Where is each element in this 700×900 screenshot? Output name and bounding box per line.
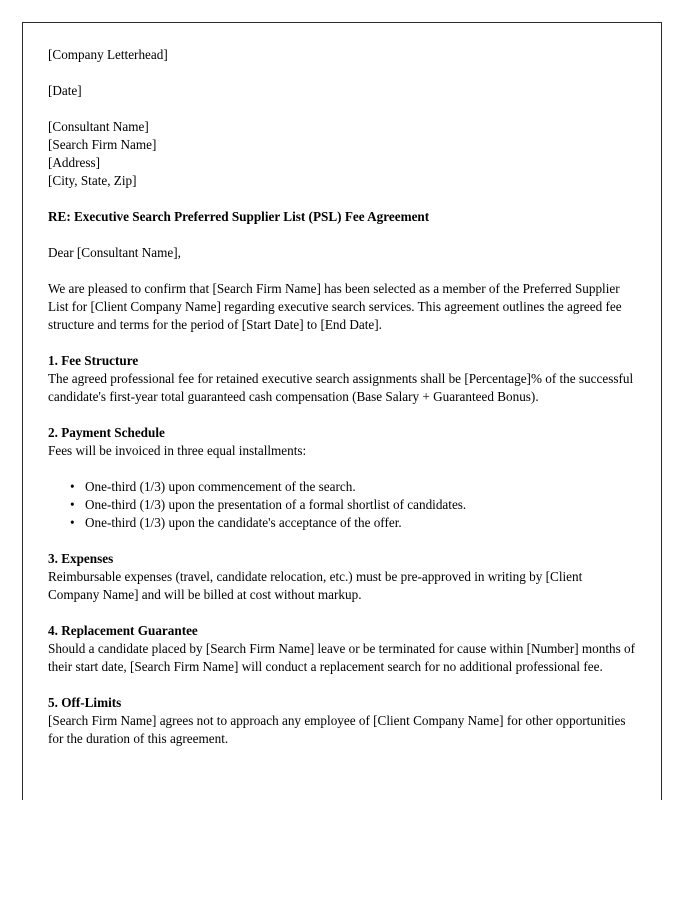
section-heading: 4. Replacement Guarantee: [48, 623, 198, 638]
section-expenses: [48, 550, 636, 604]
document-body: [48, 46, 636, 766]
document-page: [22, 22, 662, 800]
section-heading: 5. Off-Limits: [48, 695, 122, 710]
section-replacement-guarantee: [48, 622, 636, 676]
bullet-icon: •: [70, 515, 75, 530]
recipient-consultant-name: [Consultant Name]: [48, 119, 149, 134]
recipient-search-firm-name: [Search Firm Name]: [48, 137, 157, 152]
recipient-address: [Address]: [48, 155, 101, 170]
section-body: Fees will be invoiced in three equal installments:: [48, 443, 307, 458]
payment-installments-list: [48, 478, 636, 532]
list-item-label: One-third (1/3) upon the candidate's acceptance of the offer.: [85, 515, 402, 530]
section-heading: 1. Fee Structure: [48, 353, 139, 368]
list-item-label: One-third (1/3) upon commencement of the search.: [85, 479, 356, 494]
recipient-address-block: [48, 118, 636, 190]
salutation: Dear [Consultant Name],: [48, 245, 181, 260]
section-body: [Search Firm Name] agrees not to approach any employee of [Client Company Name] for other opportunities for the duration of this agreement.: [48, 713, 626, 746]
intro-paragraph: We are pleased to confirm that [Search Firm Name] has been selected as a member of the Preferred Supplier List for [Client Company Name] regarding executive search services. This agreement outlines the agreed fee structure and terms for the period of [Start Date] to [End Date].: [48, 281, 622, 332]
date-placeholder: [Date]: [48, 83, 82, 98]
list-item: [48, 478, 636, 496]
section-body: The agreed professional fee for retained executive search assignments shall be [Percentage]% of the successful candidate's first-year total guaranteed cash compensation (Base Salary + Guaranteed Bonus).: [48, 371, 634, 404]
list-item: [48, 496, 636, 514]
section-heading: 3. Expenses: [48, 551, 114, 566]
subject-line: RE: Executive Search Preferred Supplier List (PSL) Fee Agreement: [48, 209, 430, 224]
section-heading: 2. Payment Schedule: [48, 425, 165, 440]
list-item: [48, 514, 636, 532]
section-body: Should a candidate placed by [Search Firm Name] leave or be terminated for cause within [Number] months of their start date, [Search Firm Name] will conduct a replacement search for no additional professional fee.: [48, 641, 636, 674]
bullet-icon: •: [70, 497, 75, 512]
section-payment-schedule: [48, 424, 636, 532]
recipient-city-state-zip: [City, State, Zip]: [48, 173, 137, 188]
list-item-label: One-third (1/3) upon the presentation of a formal shortlist of candidates.: [85, 497, 467, 512]
company-letterhead-placeholder: [Company Letterhead]: [48, 47, 168, 62]
section-off-limits: [48, 694, 636, 748]
section-body: Reimbursable expenses (travel, candidate relocation, etc.) must be pre-approved in writing by [Client Company Name] and will be billed at cost without markup.: [48, 569, 583, 602]
section-fee-structure: [48, 352, 636, 406]
bullet-icon: •: [70, 479, 75, 494]
